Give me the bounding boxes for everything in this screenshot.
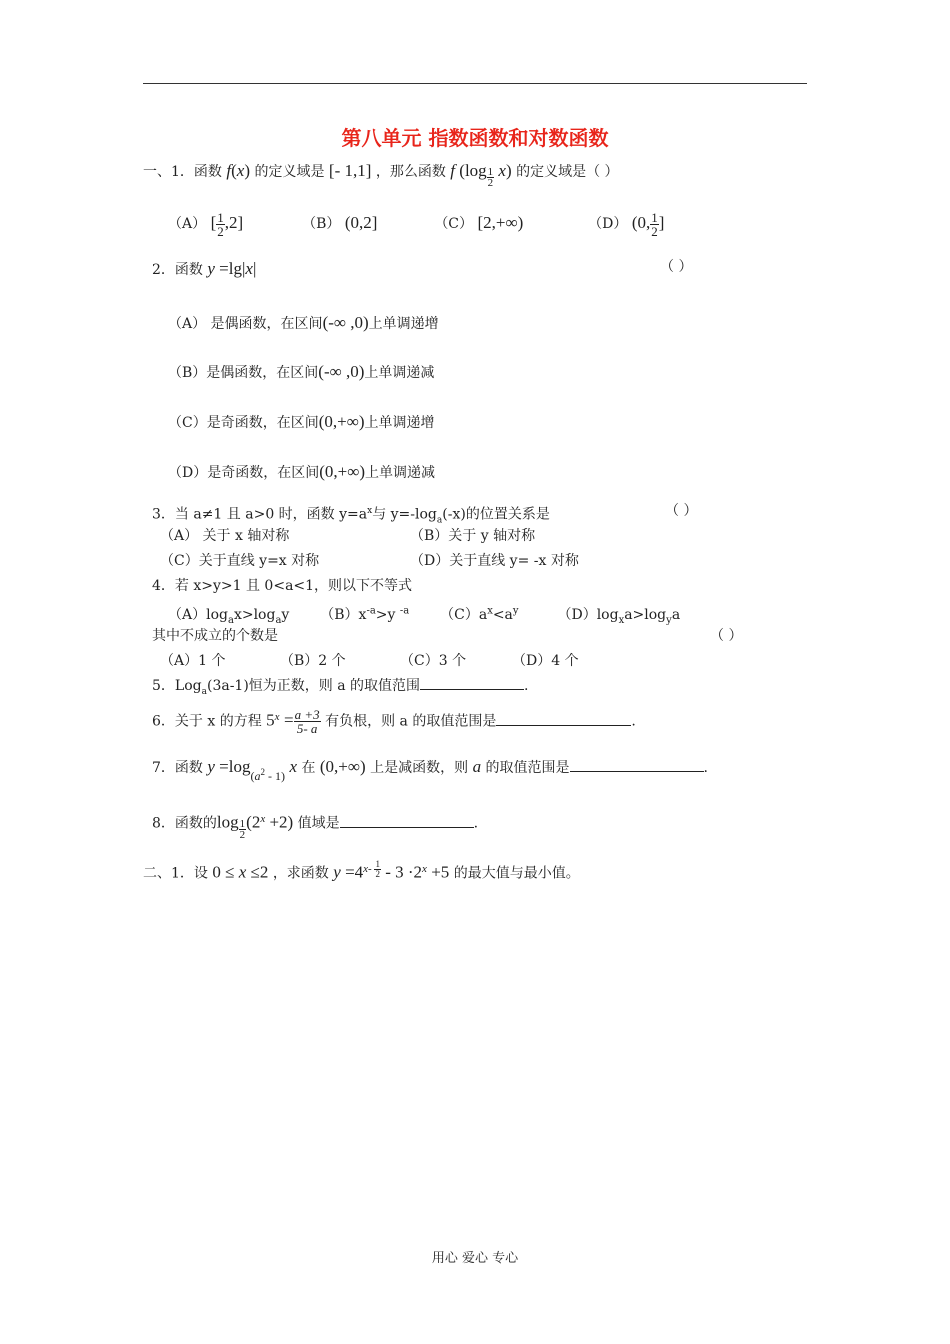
option-a[interactable]: （A） <box>168 216 207 232</box>
option-b[interactable]: （B） <box>302 216 341 232</box>
question-3-answer-paren[interactable]: （ ） <box>665 503 698 519</box>
question-2-option-d: （D）是奇函数，在区间(0,+∞)上单调递减 <box>168 462 436 481</box>
question-8: 8．函数的log $\frac{1}{2}$ $(2^x +2)$ 值域是 . <box>152 812 479 841</box>
option-b[interactable]: $(B)x^{-a}>y$ $^{-a}$ <box>320 605 410 623</box>
header-rule <box>143 83 807 84</box>
question-2: 2．函数 y =lg|x| <box>152 259 257 278</box>
option-c[interactable]: （C） <box>434 216 474 232</box>
option-d[interactable]: （D） <box>588 216 628 232</box>
question-4-answer-b[interactable]: （B）2 个 <box>280 653 346 669</box>
question-5: 5．Log$_a$(3a-1)恒为正数，则 a 的取值范围 . <box>152 675 529 703</box>
section-2-question-1: 二、1．设 0 ≤ x ≤2 ，求函数 $y =4^{x- \frac{1}{2}}$ - $3 \cdot 2^x +5$ 的最大值与最小值。 <box>143 858 580 882</box>
answer-blank[interactable] <box>340 813 474 828</box>
option-d[interactable]: $(D)\log_xa>\log_ya$ <box>557 606 681 626</box>
page-title: 第八单元 指数函数和对数函数 <box>341 126 609 150</box>
question-4: 4．若 x>y>1 且 0<a<1，则以下不等式 <box>152 578 413 594</box>
question-1-options: （A） [ $\frac{1}{2}$ ,2] （B） (0,2] （C） [2,+∞) （D） (0, $\frac{1}{2}$ ] <box>168 209 665 239</box>
option-c[interactable]: $(C)a^x<a^y$ <box>440 605 519 623</box>
option-a[interactable]: $(A)\log_ax>\log_ay$ <box>168 606 290 626</box>
question-2-option-a: （A） 是偶函数，在区间(-∞ ,0)上单调递增 <box>168 313 439 332</box>
question-4-answer-paren[interactable]: （ ） <box>710 628 743 644</box>
question-3-option-a[interactable]: （A） 关于 x 轴对称 <box>160 528 290 544</box>
question-3-option-b[interactable]: （B）关于 y 轴对称 <box>410 528 536 544</box>
question-3: 3．当 a≠1 且 a>0 时，函数 $y=a^x$与 $y=-\log_a(-x)$的位置关系是 <box>152 506 550 526</box>
answer-blank[interactable] <box>496 711 631 726</box>
answer-blank[interactable] <box>570 757 704 772</box>
question-3-option-d[interactable]: （D）关于直线 y= -x 对称 <box>410 553 579 569</box>
question-2-option-b: （B）是偶函数，在区间(-∞ ,0)上单调递减 <box>168 362 435 381</box>
answer-blank[interactable] <box>420 675 524 690</box>
question-4-answer-d[interactable]: （D）4 个 <box>512 653 579 669</box>
question-7: 7．函数 $y =\log_{(a^2 - 1)}$ x 在 (0,+∞) 上是减函数，则 a 的取值范围是 . <box>152 757 708 783</box>
page-footer: 用心 爱心 专心 <box>431 1251 519 1266</box>
question-3-option-c[interactable]: （C）关于直线 y=x 对称 <box>160 553 320 569</box>
question-2-answer-paren[interactable]: （ ） <box>660 259 693 275</box>
question-4-answer-a[interactable]: （A）1 个 <box>160 653 226 669</box>
question-4-prompt: 其中不成立的个数是 <box>152 628 278 644</box>
question-2-option-c: （C）是奇函数，在区间(0,+∞)上单调递增 <box>168 412 435 431</box>
question-6: 6．关于 x 的方程 $5^x$ = $\frac{a +3}{5- a}$ 有负根，则 a 的取值范围是 . <box>152 707 636 737</box>
question-1: 一、1．函数 f(x) 的定义域是 [- 1,1] ，那么函数 f (log $\frac{1}{2}$ x) 的定义域是（ ） <box>143 161 619 189</box>
question-4-answer-c[interactable]: （C）3 个 <box>400 653 467 669</box>
